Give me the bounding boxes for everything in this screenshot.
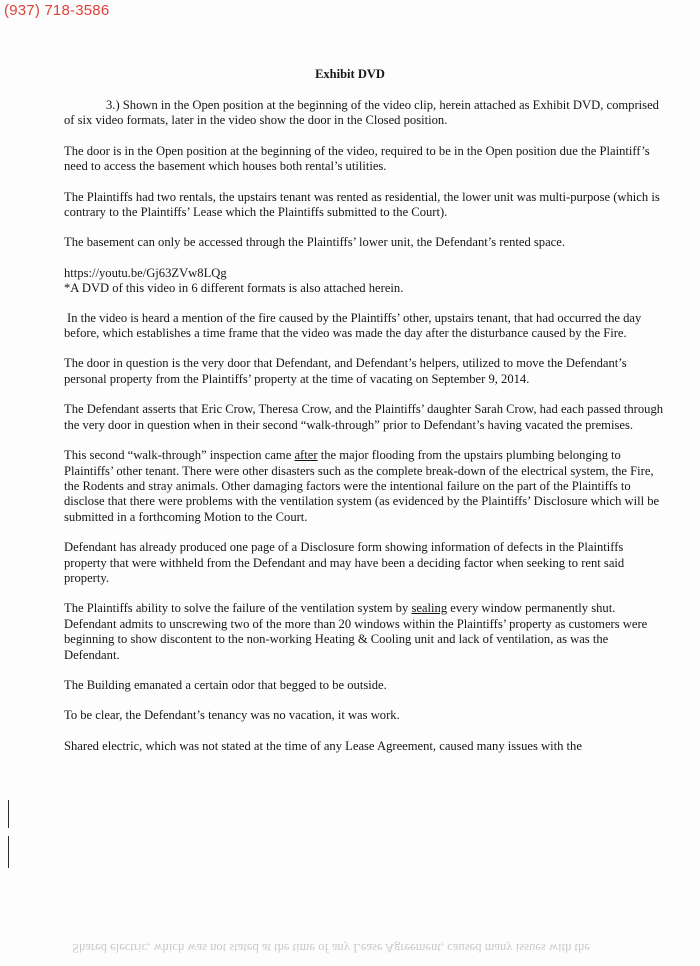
document-body <box>64 98 664 769</box>
paragraph-intro: 3.) Shown in the Open position at the beginning of the video clip, herein attached as Exhibit DVD, comprised of six video formats, later in the video show the door in the Closed position. <box>64 98 659 128</box>
paragraph-rentals: The Plaintiffs had two rentals, the upstairs tenant was rented as residential, the lower unit was multi-purpose (which is contrary to the Plaintiffs’ Lease which the Plaintiffs submitted to the Court). <box>64 189 660 220</box>
dvd-note: *A DVD of this video in 6 different formats is also attached herein. <box>64 281 404 296</box>
margin-mark <box>8 800 9 828</box>
inspection-text-start: This second “walk-through” inspection came <box>64 448 295 463</box>
video-link[interactable]: https://youtu.be/Gj63ZVw8LQg <box>64 265 227 280</box>
ventilation-text-end: every window permanently shut. Defendant admits to unscrewing two of the more than 20 windows within the Plaintiffs’ property as customers were beginning to show discontent to the non-working Heating & Cooling unit and lack of ventilation, as was the Defendant. <box>64 601 648 662</box>
page-title: Exhibit DVD <box>315 67 385 81</box>
paragraph-ventilation <box>64 601 664 663</box>
video-link-block <box>64 266 664 297</box>
ventilation-text-start: The Plaintiffs ability to solve the failure of the ventilation system by <box>64 601 412 616</box>
paragraph-basement: The basement can only be accessed through the Plaintiffs’ lower unit, the Defendant’s rented space. <box>64 235 566 250</box>
paragraph-door-in-question: The door in question is the very door that Defendant, and Defendant’s helpers, utilized to move the Defendant’s personal property from the Plaintiffs’ property at the time of vacating on September 9, 2014. <box>64 356 627 386</box>
margin-mark <box>8 836 9 868</box>
fax-header-number: (937) 718-3586 <box>4 2 110 19</box>
paragraph-tenancy: To be clear, the Defendant’s tenancy was no vacation, it was work. <box>64 708 400 723</box>
underlined-after: after <box>294 448 318 463</box>
underlined-sealing: sealing <box>411 601 448 616</box>
paragraph-fire: In the video is heard a mention of the fire caused by the Plaintiffs’ other, upstairs tenant, that had occurred the day before, which establishes a time frame that the video was made the day after the disturbance caused by the Fire. <box>64 310 642 341</box>
paragraph-door-open: The door is in the Open position at the beginning of the video, required to be in the Open position due the Plaintiff’s need to access the basement which houses both rental’s utilities. <box>64 143 650 174</box>
paragraph-inspection <box>64 448 664 525</box>
bleed-through-text: Shared electric, which was not stated at the time of any Lease Agreement, caused many issues with the <box>72 941 590 955</box>
inspection-text-end: the major flooding from the upstairs plumbing belonging to Plaintiffs’ other tenant. There were other disasters such as the complete break-down of the electrical system, the Fire, the Rodents and stray animals. Other damaging factors were the intentional failure on the part of the Plaintiffs to disclose that there were problems with the ventilation system (as evidenced by the Plaintiffs’ Disclosure which will be submitted in a forthcoming Motion to the Court. <box>64 448 660 524</box>
paragraph-disclosure: Defendant has already produced one page of a Disclosure form showing information of defects in the Plaintiffs property that were withheld from the Defendant and may have been a deciding factor when seeking to rent said property. <box>64 540 625 585</box>
paragraph-odor: The Building emanated a certain odor that begged to be outside. <box>64 677 387 692</box>
paragraph-shared-electric: Shared electric, which was not stated at the time of any Lease Agreement, caused many issues with the <box>64 738 582 753</box>
paragraph-walk-through: The Defendant asserts that Eric Crow, Theresa Crow, and the Plaintiffs’ daughter Sarah Crow, had each passed through the very door in question when in their second “walk-through” prior to Defendant’s having vacated the premises. <box>64 402 664 432</box>
